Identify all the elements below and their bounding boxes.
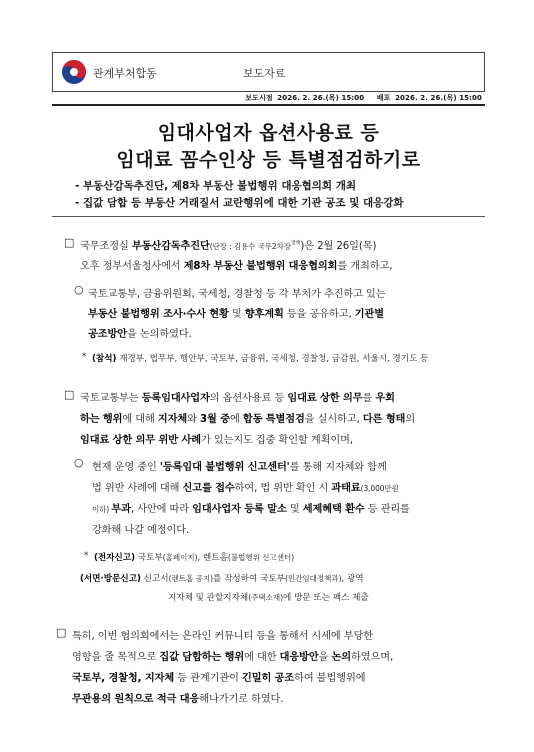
note-star: *	[84, 551, 89, 561]
p1s-line-2: 부동산 불법행위 조사·수사 현황 및 향후계획 등을 공유하고, 기관별	[88, 309, 384, 320]
org-name: 관계부처합동	[93, 67, 157, 80]
p1-line-2: 오후 정부서울청사에서 제8차 부동산 불법행위 대응협의회를 개최하고,	[80, 261, 393, 272]
subtitle-1: - 부동산감독추진단, 제8차 부동산 불법행위 대응협의회 개최	[75, 180, 357, 192]
header-rule	[52, 104, 485, 106]
p1s-line-1: 국토교통부, 금융위원회, 국세청, 경찰청 등 각 부처가 추진하고 있는	[88, 289, 386, 300]
circle-bullet: ○	[74, 283, 84, 296]
box-bullet: □	[56, 626, 67, 639]
circle-bullet: ○	[74, 456, 84, 469]
title-line-2: 임대료 꼼수인상 등 특별점검하기로	[116, 149, 421, 171]
p2-note-2: (서면·방문신고) 신고서(렌트홈 공지)를 작성하여 국토부(민간임대정책과), 광역	[80, 574, 364, 584]
p2-line-2: 하는 행위에 대해 지자체와 3월 중에 합동 특별점검을 실시하고, 다른 형태의	[80, 414, 416, 425]
p3-line-1: 특히, 이번 협의회에서는 온라인 커뮤니티 등을 통해서 시세에 부당한	[72, 631, 373, 642]
p2s-line-1: 현재 운영 중인 '등록임대 불법행위 신고센터'를 통해 지자체와 함께	[92, 462, 387, 473]
taegeuk-logo-icon	[61, 59, 87, 85]
note-star: *	[82, 352, 87, 362]
p1-note: (참석) 재경부, 법무부, 행안부, 국토부, 금융위, 국세청, 경찰청, 금감원, 서울시, 경기도 등	[92, 354, 429, 364]
p2-note-1: (전자신고) 국토부(홈페이지), 렌트홈(불법행위 신고센터)	[94, 553, 295, 563]
p2s-line-2: 법 위반 사례에 대해 신고를 접수하여, 법 위반 확인 시 과태료(3,000만원	[92, 483, 399, 494]
p3-line-2: 영향을 줄 목적으로 집값 담합하는 행위에 대한 대응방안을 논의하였으며,	[72, 652, 394, 663]
header-box	[52, 52, 485, 92]
p2s-line-4: 강화해 나갈 예정이다.	[92, 525, 190, 536]
doc-type: 보도자료	[243, 67, 286, 80]
p1s-line-3: 공조방안을 논의하였다.	[88, 329, 192, 340]
p3-line-4: 무관용의 원칙으로 적극 대응해나가기로 하였다.	[72, 694, 284, 705]
p2-line-1: 국토교통부는 등록임대사업자의 옵션사용료 등 임대료 상한 의무를 우회	[80, 393, 395, 404]
title-line-1: 임대사업자 옵션사용료 등	[157, 122, 380, 144]
p2s-line-3: 이하) 부과, 사안에 따라 임대사업자 등록 말소 및 세제혜택 환수 등 관리를	[92, 504, 410, 515]
p3-line-3: 국토부, 경찰청, 지자체 등 관계기관이 긴밀히 공조하여 불법행위에	[72, 673, 366, 684]
p1-line-1: 국무조정실 부동산감독추진단(단장 : 김용수 국무2차장$^{정책}$)은 2월 26일(목)	[80, 240, 377, 252]
box-bullet: □	[64, 388, 75, 401]
p2-line-3: 임대료 상한 의무 위반 사례가 있는지도 집중 확인할 계획이며,	[80, 435, 354, 446]
subtitle-rule	[52, 216, 485, 217]
release-dates: 보도시점 2026. 2. 26.(목) 15:00 배포 2026. 2. 26.(목) 15:00	[245, 94, 482, 102]
p2-note-3: 지자체 및 관할지자체(주택소재)에 방문 또는 팩스 제출	[168, 593, 369, 603]
subtitle-2: - 집값 담합 등 부동산 거래질서 교란행위에 대한 기관 공조 및 대응강화	[75, 197, 404, 209]
box-bullet: □	[64, 236, 75, 249]
